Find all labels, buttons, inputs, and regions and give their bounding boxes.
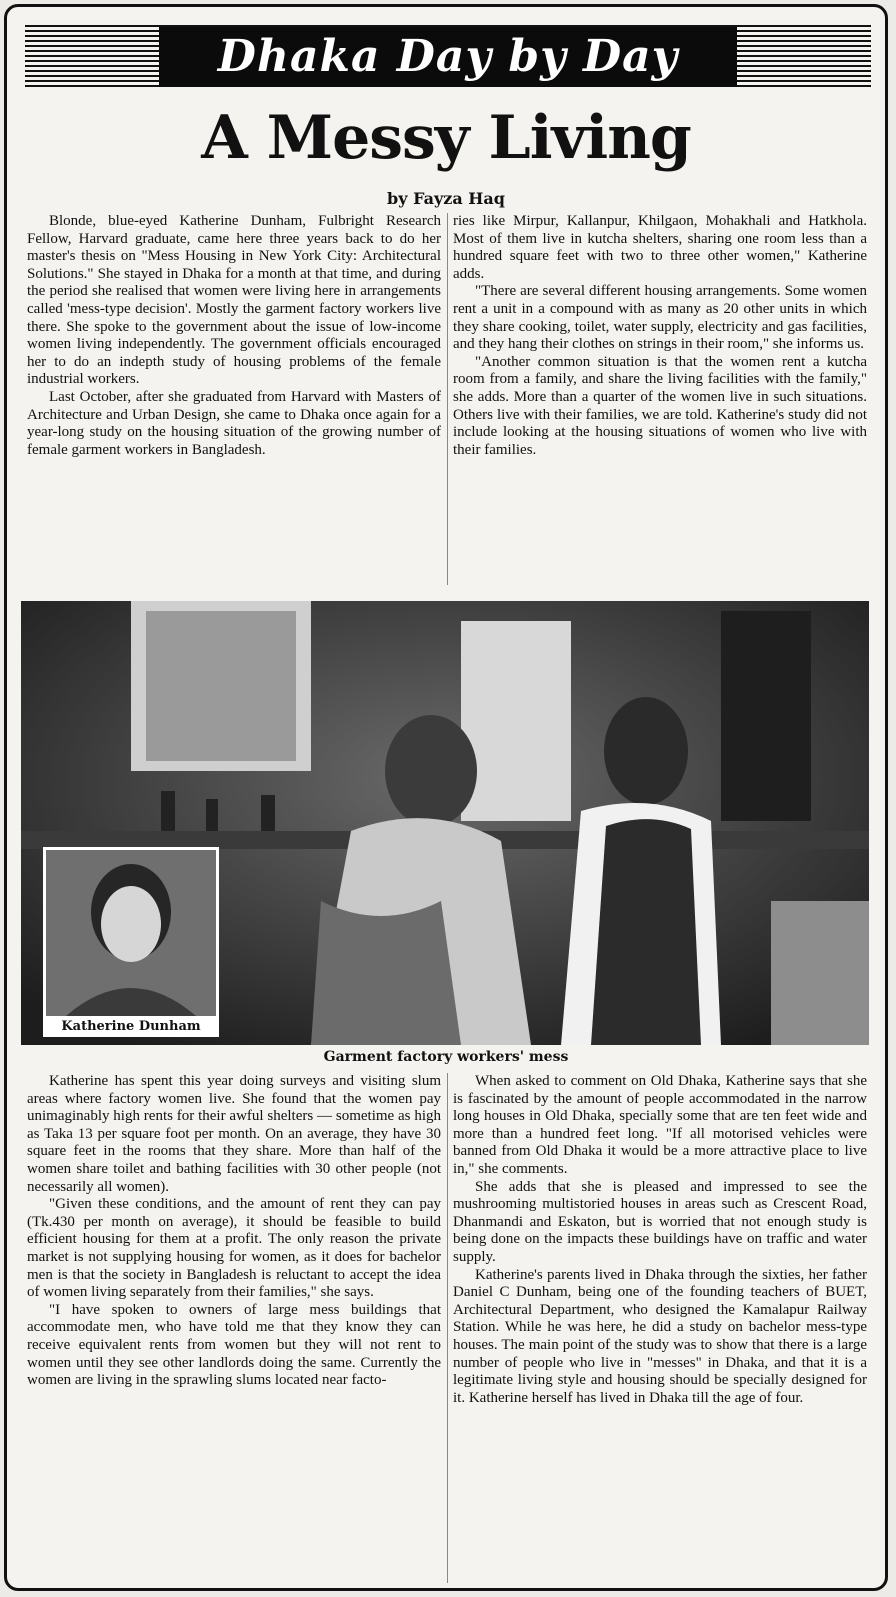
paragraph: When asked to comment on Old Dhaka, Katherine says that she is fascinated by the amount of people accommodated in the narrow long houses in Old Dhaka, specially some that are ten feet wide and more than a hundred feet long. "If all motorised vehicles were banned from Old Dhaka it would be a more attractive place to live in," she comments.	[453, 1073, 867, 1177]
byline: by Fayza Haq	[387, 189, 505, 208]
headline: A Messy Living	[201, 103, 691, 173]
newspaper-clipping	[4, 4, 888, 1591]
photo-caption: Garment factory workers' mess	[323, 1049, 569, 1065]
column-kicker: Dhaka Day by Day	[159, 27, 737, 87]
column-gutter-rule	[447, 213, 448, 585]
paragraph: Blonde, blue-eyed Katherine Dunham, Fulbright Research Fellow, Harvard graduate, came here three years back to do her master's thesis on "Mess Housing in New York City: Architectural Solutions." She stayed in Dhaka for a month at that time, and during the period she realised that women were living here in arrangements called 'mess-type decision'. Mostly the garment factory workers live there. She spoke to the government about the issue of low-income women living independently. The government officials encouraged her to do an indepth study of housing problems of the female industrial workers.	[27, 213, 441, 388]
paragraph: ries like Mirpur, Kallanpur, Khilgaon, Mohakhali and Hatkhola. Most of them live in kutcha shelters, sharing one room less than a hundred square feet with two to three other women," Katherine adds.	[453, 213, 867, 282]
portrait-photo	[46, 850, 216, 1016]
paragraph: "Another common situation is that the women rent a kutcha room from a family, and share the living facilities with the family," she adds. More than a quarter of the women live in such situations. Others live with their families, we are told. Katherine's study did not include looking at the housing situations of women who live with their families.	[453, 353, 867, 458]
article-column-2	[453, 213, 867, 459]
column-gutter-rule	[447, 1073, 448, 1583]
paragraph: "I have spoken to owners of large mess buildings that accommodate men, who have told me that they know they can receive equivalent rents from women but they will not rent to women until they see other landlords doing the same. Currently the women are living in the sprawling slums located near facto-	[27, 1301, 441, 1389]
paragraph: "There are several different housing arrangements. Some women rent a unit in a compound with as many as 20 other units in which they share cooking, toilet, water supply, electricity and gas facilities, and they hang their clothes on strings in their room," she informs us.	[453, 283, 867, 353]
paragraph: She adds that she is pleased and impressed to see the mushrooming multistoried houses in areas such as Crescent Road, Dhanmandi and Eskaton, but is worried that not enough study is being done on the impacts these buildings have on traffic and water supply.	[453, 1178, 867, 1265]
article-column-1	[27, 213, 441, 459]
article-column-4	[453, 1073, 867, 1407]
inset-caption: Katherine Dunham	[43, 1016, 219, 1037]
paragraph: "Given these conditions, and the amount of rent they can pay (Tk.430 per month on average), it should be feasible to build efficient housing for them at a profit. The only reason the private market is not supplying housing for women, as it does for bachelor men is that the society in Bangladesh is reluctant to accept the idea of women living separately from their families," she says.	[27, 1196, 441, 1301]
article-photo	[21, 601, 869, 1045]
inset-portrait	[43, 847, 219, 1037]
paragraph: Katherine has spent this year doing surveys and visiting slum areas where factory women live. She found that the women pay unimaginably high rents for their awful shelters — sometime as high as Taka 13 per square foot per month. On an average, they have 30 square feet in the rooms that they share. More than half of the women share toilet and bathing facilities with 30 other people (not necessarily all women).	[27, 1073, 441, 1195]
article-column-3	[27, 1073, 441, 1390]
paragraph: Last October, after she graduated from Harvard with Masters of Architecture and Urban Design, she came to Dhaka once again for a year-long study on the housing situation of the growing number of female garment workers in Bangladesh.	[27, 388, 441, 458]
paragraph: Katherine's parents lived in Dhaka through the sixties, her father Daniel C Dunham, being one of the founding teachers of BUET, Architectural Department, who designed the Kamalapur Railway Station. While he was here, he did a study on bachelor mess-type houses. The main point of the study was to show that there is a large number of people who live in "messes" in Dhaka, and that it is a legitimate living style and housing should be specially designed for it. Katherine herself has lived in Dhaka till the age of four.	[453, 1266, 867, 1406]
